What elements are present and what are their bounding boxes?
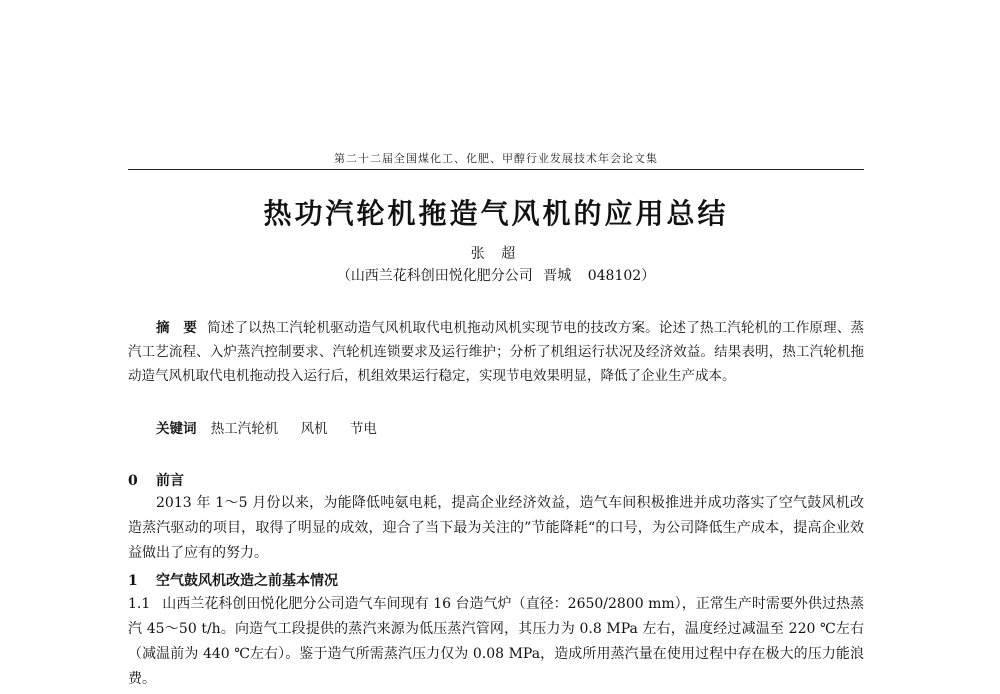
- section-0-paragraph: 2013 年 1～5 月份以来，为能降低吨氨电耗，提高企业经济效益，造气车间积极推进并成功落实了空气鼓风机改造蒸汽驱动的项目，取得了明显的成效，迎合了当下最为关注的”节能降耗“的口号，为公司降低生产成本，提高企业效益做出了应有的努力。: [128, 495, 864, 561]
- section-number: 0: [128, 473, 138, 489]
- section-1-heading: [128, 570, 338, 590]
- section-0-heading: [128, 470, 184, 490]
- header-rule: [128, 169, 864, 170]
- section-title: 前言: [156, 473, 184, 489]
- subsection-text: 山西兰花科创田悦化肥分公司造气车间现有 16 台造气炉（直径：2650/2800 mm），正常生产时需要外供过热蒸汽 45～50 t/h。向造气工段提供的蒸汽来源为低压蒸汽管网，其压力为 0.8 MPa 左右，温度经过减温至 220 ℃左右（减温前为 440 ℃左右）。鉴于造气所需蒸汽压力仅为 0.08 MPa，造成所用蒸汽量在使用过程中存在极大的压力能浪费。: [128, 596, 864, 687]
- keywords-label: 关键词: [156, 421, 197, 437]
- author-name: 张 超: [470, 246, 522, 262]
- affiliation-close-paren: ）: [641, 268, 656, 284]
- keyword-item: 风机: [300, 421, 328, 437]
- affiliation-city: 晋城: [543, 268, 572, 284]
- subsection-number: 1.1: [128, 596, 151, 612]
- author-affiliation: [128, 265, 864, 285]
- affiliation-postcode: 048102: [587, 268, 642, 284]
- abstract: [128, 316, 864, 388]
- section-1-1-paragraph: [128, 592, 864, 692]
- keyword-item: 热工汽轮机: [210, 421, 279, 437]
- paper-title: 热功汽轮机拖造气风机的应用总结: [263, 197, 729, 230]
- running-header: 第二十二届全国煤化工、化肥、甲醇行业发展技术年会论文集: [334, 152, 658, 165]
- keywords: [156, 417, 395, 437]
- abstract-label: 摘 要: [156, 320, 198, 336]
- affiliation-open-paren: （: [336, 268, 351, 284]
- affiliation-org: 山西兰花科创田悦化肥分公司: [350, 268, 533, 284]
- section-title: 空气鼓风机改造之前基本情况: [156, 573, 338, 589]
- keyword-item: 节电: [349, 421, 377, 437]
- abstract-text: 简述了以热工汽轮机驱动造气风机取代电机拖动风机实现节电的技改方案。论述了热工汽轮机的工作原理、蒸汽工艺流程、入炉蒸汽控制要求、汽轮机连锁要求及运行维护；分析了机组运行状况及经济效益。结果表明，热工汽轮机拖动造气风机取代电机拖动投入运行后，机组效果运行稳定，实现节电效果明显，降低了企业生产成本。: [128, 320, 865, 384]
- section-number: 1: [128, 573, 138, 589]
